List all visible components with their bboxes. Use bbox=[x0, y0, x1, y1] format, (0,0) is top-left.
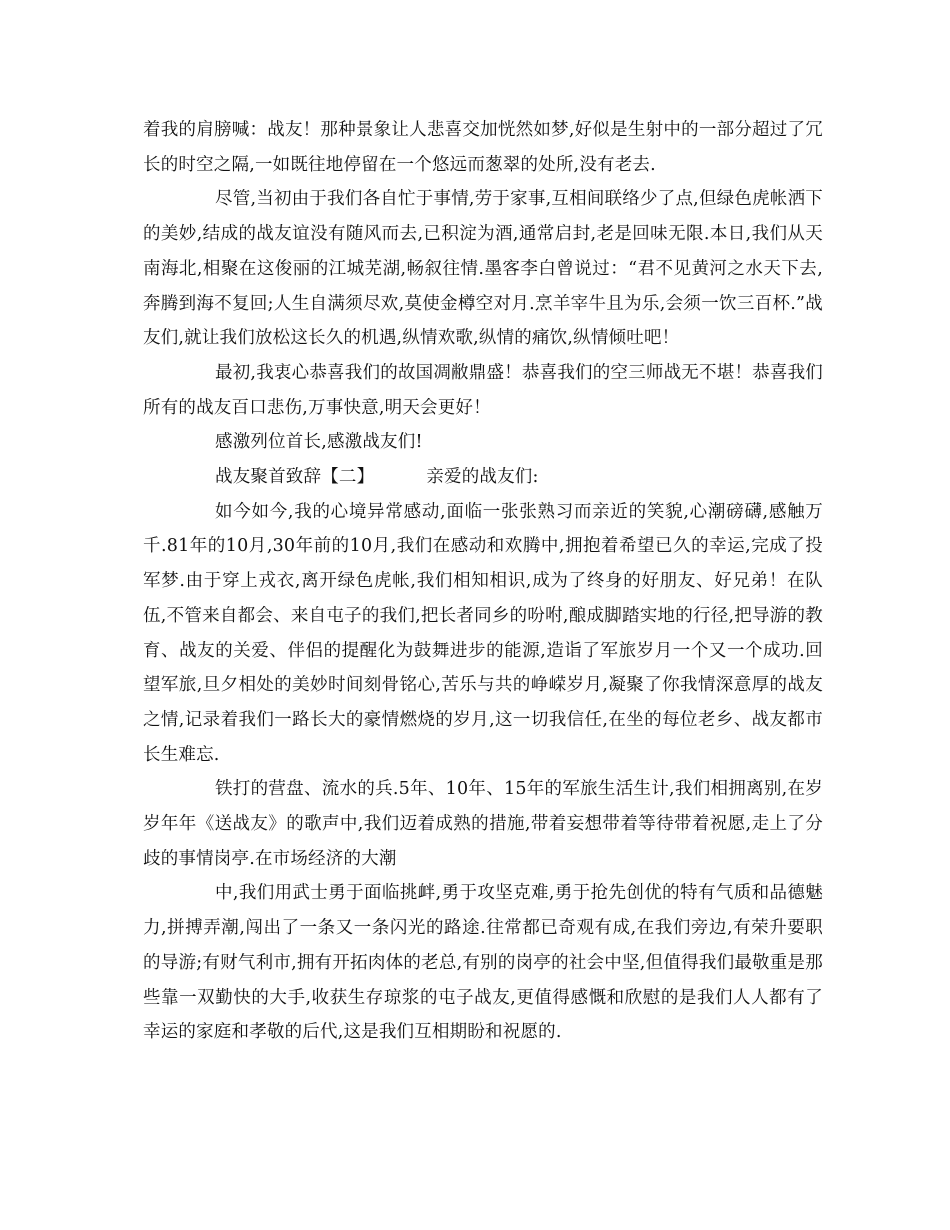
section-heading: 战友聚首致辞【二】 bbox=[215, 467, 375, 488]
paragraph-4: 感激列位首长,感激战友们! bbox=[215, 432, 423, 453]
paragraph-1: 着我的肩膀喊：战友！那种景象让人悲喜交加恍然如梦,好似是生射中的一部分超过了冗长的时空之隔,一如既往地停留在一个悠远而葱翠的处所,没有老去. bbox=[143, 120, 823, 175]
paragraph-2: 尽管,当初由于我们各自忙于事情,劳于家事,互相间联络少了点,但绿色虎帐洒下的美妙,结成的战友谊没有随风而去,已积淀为酒,通常启封,老是回味无限.本日,我们从天南海北,相聚在这俊丽的江城芜湖,畅叙往情.墨客李白曾说过：“君不见黄河之水天下去,奔腾到海不复回;人生自满须尽欢,莫使金樽空对月.烹羊宰牛且为乐,会须一饮三百杯.”战友们,就让我们放松这长久的机遇,纵情欢歌,纵情的痛饮,纵情倾吐吧！ bbox=[143, 189, 823, 349]
paragraph-7: 中,我们用武士勇于面临挑衅,勇于攻坚克难,勇于抢先创优的特有气质和品德魅力,拼搏弄潮,闯出了一条又一条闪光的路途.往常都已奇观有成,在我们旁边,有荣升要职的导游;有财气利市,拥有开拓肉体的老总,有别的岗亭的社会中坚,但值得我们最敬重是那些靠一双勤快的大手,收获生存琼浆的屯子战友,更值得感慨和欣慰的是我们人人都有了幸运的家庭和孝敬的后代,这是我们互相期盼和祝愿的. bbox=[143, 883, 823, 1043]
paragraph-5: 如今如今,我的心境异常感动,面临一张张熟习而亲近的笑貌,心潮磅礴,感触万千.81年的10月,30年前的10月,我们在感动和欢腾中,拥抱着希望已久的幸运,完成了投军梦.由于穿上戎衣,离开绿色虎帐,我们相知相识,成为了终身的好朋友、好兄弟！在队伍,不管来自都会、来自屯子的我们,把长者同乡的吩咐,酿成脚踏实地的行径,把导游的教育、战友的关爱、伴侣的提醒化为鼓舞进步的能源,造诣了军旅岁月一个又一个成功.回望军旅,旦夕相处的美妙时间刻骨铭心,苦乐与共的峥嵘岁月,凝聚了你我情深意厚的战友之情,记录着我们一路长大的豪情燃烧的岁月,这一切我信任,在坐的每位老乡、战友都市长生难忘. bbox=[143, 501, 823, 765]
paragraph-6: 铁打的营盘、流水的兵.5年、10年、15年的军旅生活生计,我们相拥离别,在岁岁年年《送战友》的歌声中,我们迈着成熟的措施,带着妄想带着等待带着祝愿,走上了分歧的事情岗亭.在市场经济的大潮 bbox=[143, 779, 823, 869]
salutation: 亲爱的战友们: bbox=[426, 467, 539, 488]
document-body bbox=[143, 113, 823, 1050]
section-heading-line bbox=[143, 460, 823, 495]
paragraph-3: 最初,我衷心恭喜我们的故国凋敝鼎盛！恭喜我们的空三师战无不堪！恭喜我们所有的战友百口悲伤,万事快意,明天会更好！ bbox=[143, 362, 823, 418]
